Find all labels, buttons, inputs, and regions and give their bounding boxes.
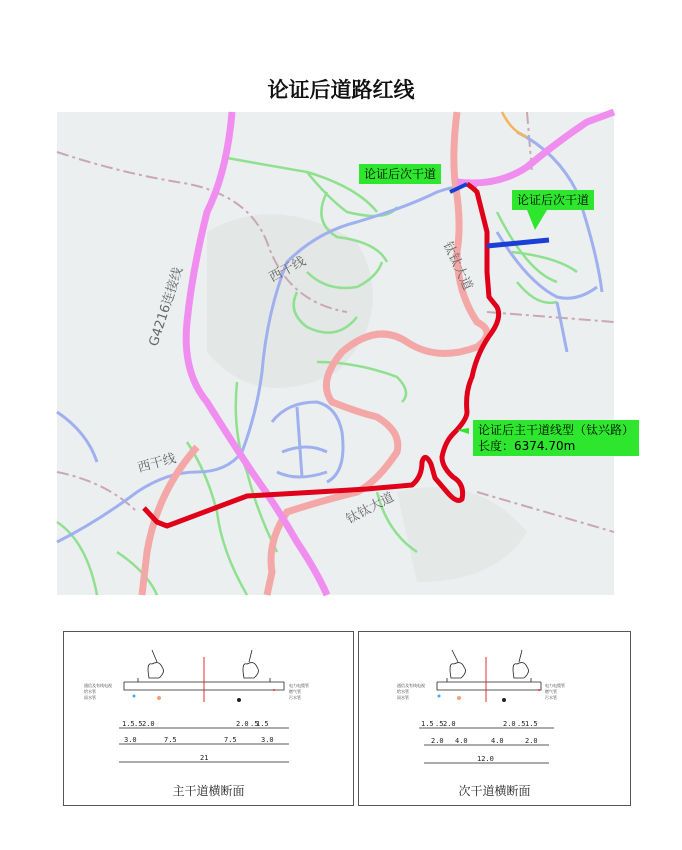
dim-sec-6: 1.5 xyxy=(525,720,538,728)
dim-main-2: .5 xyxy=(134,720,143,728)
sec-right-label-sewage: 污水管 xyxy=(545,695,557,700)
road-label-xigan-bottom: 西干线 xyxy=(136,451,178,476)
secondary-section-caption: 次干道横断面 xyxy=(458,784,531,798)
callout-secondary-road-2: 论证后次干道 xyxy=(512,190,594,210)
road-label-xigan-top: 西干线 xyxy=(266,253,309,286)
road-label-taitai-top: 钛钛大道 xyxy=(439,239,475,293)
right-label-gas: 燃气管 xyxy=(289,689,301,694)
sec-left-label-water-supply: 给水管 xyxy=(397,689,409,694)
sec-left-label-telecom: 通信及有线电视 xyxy=(397,683,425,688)
right-label-power: 电力电缆管 xyxy=(289,683,309,688)
page-title: 论证后道路红线 xyxy=(267,77,415,102)
road-label-g4216: G4216连接线 xyxy=(146,265,187,349)
map-canvas xyxy=(57,112,614,595)
dim-main-mid-2: 7.5 xyxy=(164,736,177,744)
right-label-sewage: 污水管 xyxy=(289,695,301,700)
dim-sec-4: 2.0 xyxy=(503,720,516,728)
dim-sec-2: .5 xyxy=(435,720,444,728)
left-label-rain: 雨水管 xyxy=(84,695,96,700)
dim-main-6: 1.5 xyxy=(256,720,269,728)
dim-main-4: 2.0 xyxy=(236,720,249,728)
callout-main-road xyxy=(473,420,639,456)
sec-right-label-gas: 燃气管 xyxy=(545,689,557,694)
callout-main-road-length: 长度：6374.70m xyxy=(478,439,576,453)
road-label-taitai-bottom: 钛钛大道 xyxy=(343,489,397,528)
dim-sec-1: 1.5 xyxy=(421,720,434,728)
dim-main-mid-1: 3.0 xyxy=(124,736,137,744)
secondary-road-cross-section xyxy=(358,631,631,806)
main-section-drawing xyxy=(64,632,353,782)
dim-sec-total: 12.0 xyxy=(477,755,494,763)
dim-sec-mid-3: 4.0 xyxy=(491,737,504,745)
secondary-section-drawing xyxy=(359,632,630,782)
sec-left-label-rain: 雨水管 xyxy=(397,695,409,700)
left-label-telecom: 通信及有线电视 xyxy=(84,683,112,688)
dim-sec-3: 2.0 xyxy=(443,720,456,728)
dim-sec-5: .5 xyxy=(517,720,526,728)
main-section-caption: 主干道横断面 xyxy=(172,784,245,798)
dim-sec-mid-4: 2.0 xyxy=(525,737,538,745)
sec-right-label-power: 电力电缆管 xyxy=(545,683,565,688)
dim-main-mid-4: 3.0 xyxy=(261,736,274,744)
dim-main-3: 2.0 xyxy=(142,720,155,728)
dim-main-mid-3: 7.5 xyxy=(224,736,237,744)
dim-sec-mid-2: 4.0 xyxy=(455,737,468,745)
dim-sec-mid-1: 2.0 xyxy=(431,737,444,745)
main-road-cross-section xyxy=(63,631,354,806)
callout-secondary-road-1: 论证后次干道 xyxy=(359,164,441,184)
callout-main-road-name: 论证后主干道线型（钛兴路） xyxy=(478,423,635,437)
dim-main-total: 21 xyxy=(200,754,209,762)
road-map[interactable] xyxy=(57,112,635,595)
left-label-water-supply: 给水管 xyxy=(84,689,96,694)
dim-main-1: 1.5 xyxy=(122,720,135,728)
dim-main-5: .5 xyxy=(250,720,259,728)
